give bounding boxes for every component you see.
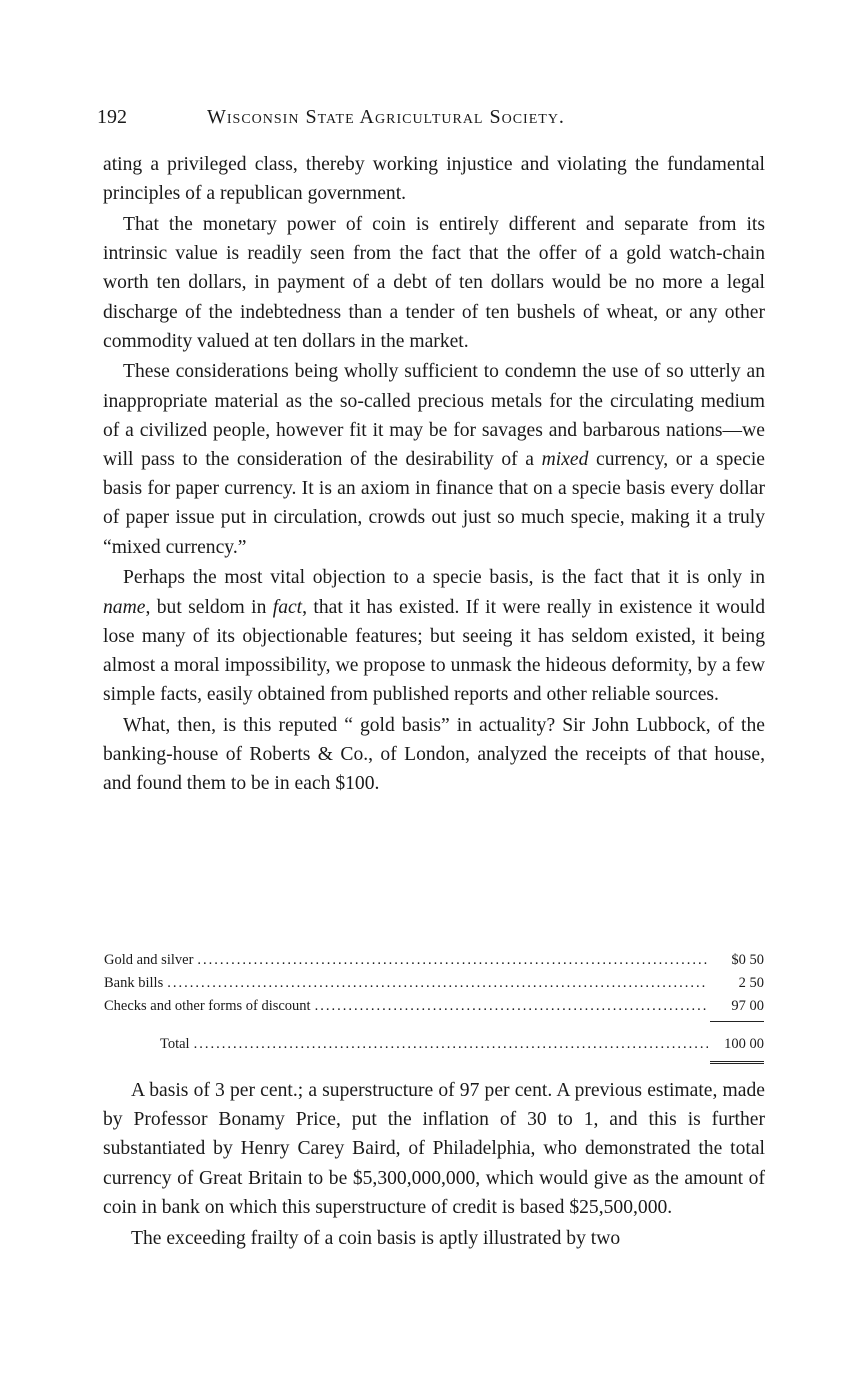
row-label: Gold and silver — [104, 952, 194, 968]
table-total-row — [104, 1036, 764, 1059]
sum-rule — [710, 1021, 764, 1022]
paragraph: What, then, is this reputed “ gold basis” in actuality? Sir John Lubbock, of the banking-house of Roberts & Co., of London, analyzed the receipts of that house, and found them to be in each $100. — [103, 714, 765, 795]
row-amount: $0 50 — [731, 952, 764, 968]
row-amount: 97 00 — [731, 998, 764, 1014]
italic-text: fact — [272, 596, 303, 618]
table-row — [104, 975, 764, 998]
total-amount: 100 00 — [724, 1036, 764, 1052]
paragraph-text: , that it has existed. If it were really in existence it would lose many of its objectionable features; but seeing it has seldom existed, it being almost a moral impossibility, we propose to unmask the hideous deformity, by a few simple facts, easily obtained from published reports and other reliable sources. — [103, 596, 765, 706]
body-text-continued — [103, 1076, 765, 1254]
receipts-table — [104, 952, 764, 1064]
page-header — [97, 106, 765, 136]
paragraph: A basis of 3 per cent.; a superstructure of 97 per cent. A previous estimate, made by Professor Bonamy Price, put the inflation of 30 to 1, and this is further substantiated by Henry Carey Baird, of Philadelphia, who demonstrated the total currency of Great Britain to be $5,300,000,000, which would give as the amount of coin in bank on which this superstructure of credit is based $25,500,000. — [103, 1080, 765, 1218]
dot-leader — [197, 952, 708, 969]
paragraph: The exceeding frailty of a coin basis is aptly illustrated by two — [131, 1227, 621, 1249]
dot-leader — [315, 998, 708, 1015]
dot-leader — [167, 975, 708, 992]
italic-text: name — [103, 596, 146, 618]
paragraph: ating a privileged class, thereby working injustice and violating the fundamental principles of a republican government. — [103, 154, 765, 205]
table-row — [104, 952, 764, 975]
dot-leader — [194, 1036, 708, 1053]
paragraph-text: , but seldom in — [145, 596, 273, 618]
paragraph-text: Perhaps the most vital objection to a specie basis, is the fact that it is only in — [123, 567, 765, 589]
body-text — [103, 150, 765, 800]
total-double-rule — [710, 1061, 764, 1064]
paragraph-text: These considerations being wholly sufficient to condemn the use of so utterly an inappropriate material as the so-called precious metals for the circulating medium of a civilized people, however fit it may be for savages and barbarous nations—we will pass to the consideration of the desirability of a — [103, 361, 765, 471]
total-label: Total — [160, 1036, 190, 1052]
paragraph: That the monetary power of coin is entirely different and separate from its intrinsic value is readily seen from the fact that the offer of a gold watch-chain worth ten dollars, in payment of a debt of ten dollars would be no more a legal discharge of the indebtedness than a tender of ten bushels of wheat, or any other commodity valued at ten dollars in the market. — [103, 213, 765, 352]
row-label: Checks and other forms of discount — [104, 998, 311, 1014]
paragraph-text: currency, or a specie basis for paper currency. It is an axiom in finance that on a specie basis every dollar of paper issue put in circulation, crowds out just so much specie, making it a truly “mixed currency.” — [103, 449, 765, 558]
row-label: Bank bills — [104, 975, 164, 991]
paragraph — [103, 357, 765, 561]
table-row — [104, 998, 764, 1021]
page-number: 192 — [97, 106, 127, 128]
paragraph — [103, 563, 765, 709]
running-title: Wisconsin State Agricultural Society. — [207, 106, 565, 128]
italic-text: mixed — [541, 449, 589, 471]
row-amount: 2 50 — [738, 975, 764, 991]
